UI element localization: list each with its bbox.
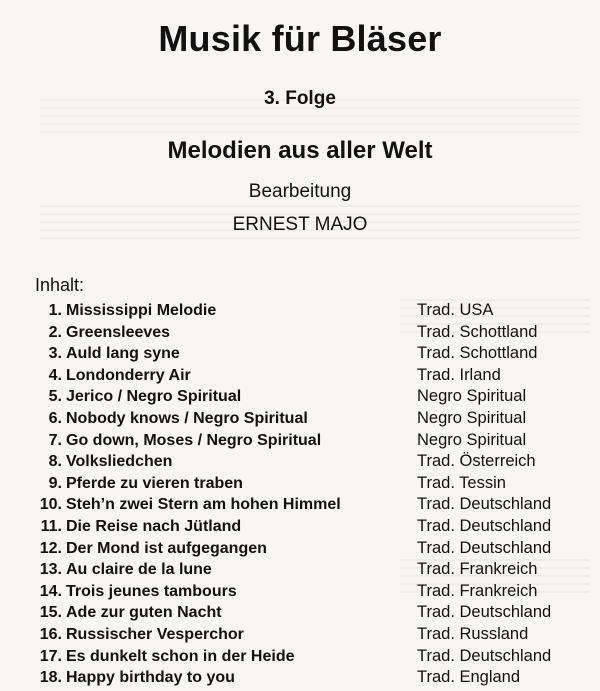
item-title: Auld lang syne bbox=[66, 345, 180, 363]
item-number: 5. bbox=[48, 388, 62, 406]
item-number: 3. bbox=[48, 345, 62, 363]
item-number: 15. bbox=[39, 604, 62, 622]
item-number: 6. bbox=[48, 409, 62, 427]
item-origin: Trad. Schottland bbox=[417, 344, 538, 363]
item-origin: Trad. Schottland bbox=[417, 322, 538, 341]
list-item bbox=[0, 300, 600, 322]
item-origin: Negro Spiritual bbox=[417, 430, 527, 449]
item-number: 18. bbox=[39, 669, 62, 687]
item-origin: Trad. Russland bbox=[417, 624, 529, 643]
list-item bbox=[0, 365, 600, 387]
item-number: 7. bbox=[48, 431, 62, 449]
item-number: 13. bbox=[39, 561, 62, 579]
item-title: Die Reise nach Jütland bbox=[66, 517, 242, 535]
item-title: Steh’n zwei Stern am hohen Himmel bbox=[66, 496, 341, 514]
list-item bbox=[0, 538, 600, 560]
item-number: 16. bbox=[39, 625, 62, 643]
series-subtitle: 3. Folge bbox=[264, 88, 336, 109]
item-origin: Trad. Deutschland bbox=[417, 538, 552, 557]
item-title: Der Mond ist aufgegangen bbox=[66, 539, 267, 557]
item-origin: Negro Spiritual bbox=[417, 387, 527, 406]
collection-heading: Melodien aus aller Welt bbox=[167, 137, 433, 164]
item-number: 2. bbox=[48, 323, 62, 341]
item-number: 10. bbox=[39, 496, 62, 514]
item-origin: Trad. Deutschland bbox=[417, 603, 552, 622]
item-title: Go down, Moses / Negro Spiritual bbox=[66, 431, 322, 449]
item-number: 1. bbox=[48, 302, 62, 319]
item-number: 8. bbox=[48, 453, 62, 471]
item-title: Londonderry Air bbox=[66, 366, 191, 384]
item-title: Jerico / Negro Spiritual bbox=[66, 388, 242, 406]
item-title: Es dunkelt schon in der Heide bbox=[66, 647, 295, 665]
item-origin: Trad. Deutschland bbox=[417, 495, 552, 514]
arranger-name: ERNEST MAJO bbox=[232, 214, 368, 235]
list-item bbox=[0, 451, 600, 473]
item-number: 12. bbox=[39, 539, 62, 557]
list-item bbox=[0, 581, 600, 603]
table-of-contents bbox=[0, 300, 600, 689]
arrangement-label: Bearbeitung bbox=[248, 181, 352, 202]
item-origin: Negro Spiritual bbox=[417, 408, 527, 427]
item-origin: Trad. Österreich bbox=[417, 452, 536, 471]
list-item bbox=[0, 343, 600, 365]
list-item bbox=[0, 408, 600, 430]
item-origin: Trad. Frankreich bbox=[417, 581, 538, 600]
item-title: Greensleeves bbox=[66, 323, 171, 341]
item-origin: Trad. Tessin bbox=[417, 473, 506, 492]
item-title: Pferde zu vieren traben bbox=[66, 474, 243, 492]
item-title: Happy birthday to you bbox=[66, 669, 235, 687]
item-origin: Trad. England bbox=[417, 668, 521, 687]
item-origin: Trad. USA bbox=[417, 301, 494, 319]
list-item bbox=[0, 559, 600, 581]
item-title: Nobody knows / Negro Spiritual bbox=[66, 409, 308, 427]
item-number: 17. bbox=[39, 647, 62, 665]
item-origin: Trad. Deutschland bbox=[417, 516, 552, 535]
item-number: 4. bbox=[48, 366, 62, 384]
list-item bbox=[0, 322, 600, 344]
item-title: Mississippi Melodie bbox=[66, 302, 217, 319]
item-number: 14. bbox=[39, 582, 62, 600]
item-title: Trois jeunes tambours bbox=[66, 582, 237, 600]
list-item bbox=[0, 602, 600, 624]
item-title: Ade zur guten Nacht bbox=[66, 604, 222, 622]
item-origin: Trad. Deutschland bbox=[417, 646, 552, 665]
document-title: Musik für Bläser bbox=[158, 18, 442, 59]
list-item bbox=[0, 646, 600, 668]
item-origin: Trad. Irland bbox=[417, 365, 501, 384]
item-title: Russischer Vesperchor bbox=[66, 625, 244, 643]
list-item bbox=[0, 430, 600, 452]
item-origin: Trad. Frankreich bbox=[417, 560, 538, 579]
contents-label: Inhalt: bbox=[35, 275, 85, 295]
item-title: Volksliedchen bbox=[66, 453, 173, 471]
item-number: 11. bbox=[40, 517, 62, 535]
list-item bbox=[0, 473, 600, 495]
list-item bbox=[0, 624, 600, 646]
list-item bbox=[0, 386, 600, 408]
item-number: 9. bbox=[48, 474, 62, 492]
list-item bbox=[0, 494, 600, 516]
list-item bbox=[0, 516, 600, 538]
item-title: Au claire de la lune bbox=[66, 561, 212, 579]
list-item bbox=[0, 667, 600, 689]
